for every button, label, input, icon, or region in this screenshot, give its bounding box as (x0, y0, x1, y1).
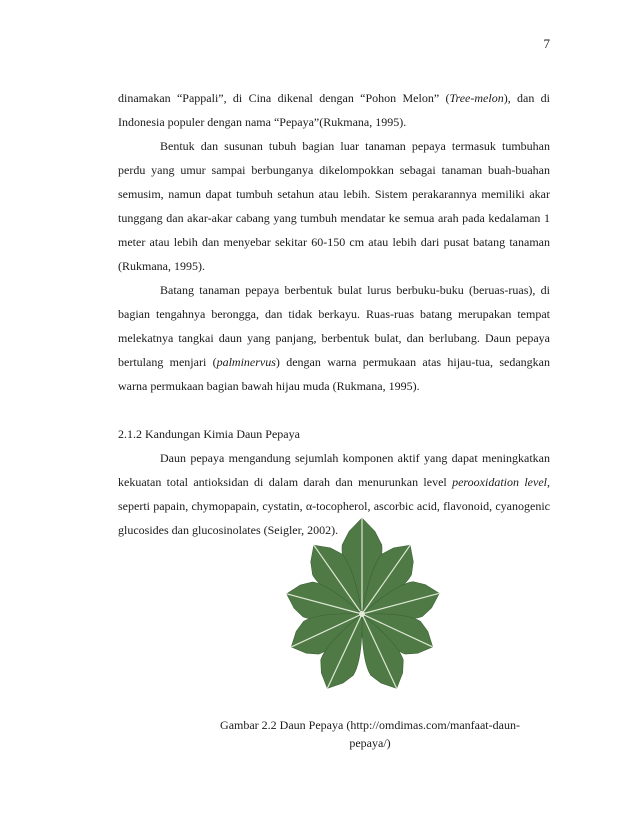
italic-term: Tree-melon (449, 91, 504, 105)
papaya-leaf-figure (262, 508, 462, 708)
figure-caption: Gambar 2.2 Daun Pepaya (http://omdimas.com/manfaat-daun-pepaya/) (220, 718, 520, 750)
text-span: ), dan di Indonesia populer dengan nama “Pepaya”(Rukmana, 1995). (118, 91, 550, 129)
text-span: ) dengan warna permukaan atas hijau-tua, sedangkan warna permukaan bagian bawah hijau muda (Rukmana, 1995). (118, 355, 550, 393)
text-span: dinamakan “Pappali”, di Cina dikenal dengan “Pohon Melon” ( (118, 91, 450, 105)
text-span: Batang tanaman pepaya berbentuk bulat lurus berbuku-buku (beruas-ruas), di bagian tengahnya berongga, dan tidak berkayu. Ruas-ruas batang merupakan tempat melekatnya tangkai daun yang panjang, berbentuk bulat, dan berlubang. Daun pepaya bertulang menjari ( (118, 283, 550, 369)
papaya-leaf-image (262, 508, 462, 708)
text-span: Daun pepaya mengandung sejumlah komponen aktif yang dapat meningkatkan kekuatan total antioksidan di dalam darah dan menurunkan level (118, 451, 550, 489)
paragraph-3 (118, 278, 550, 398)
text-span: , seperti papain, chymopapain, cystatin, α-tocopherol, ascorbic acid, flavonoid, cyanogenic glucosides dan glucosinolates (Seigler, 2002). (118, 475, 550, 537)
section-heading: 2.1.2 Kandungan Kimia Daun Pepaya (118, 427, 300, 441)
italic-term: perooxidation level (452, 475, 547, 489)
leaf-lobes (287, 518, 440, 688)
italic-term: palminervus (216, 355, 276, 369)
page-number: 7 (543, 36, 550, 51)
leaf-petiole-base (359, 611, 365, 617)
paragraph-2: Bentuk dan susunan tubuh bagian luar tanaman pepaya termasuk tumbuhan perdu yang umur sampai berbunganya dikelompokkan sebagai tanaman buah-buahan semusim, namun dapat tumbuh setahun atau lebih. Sistem perakarannya memiliki akar tunggang dan akar-akar cabang yang tumbuh mendatar ke semua arah pada kedalaman 1 meter atau lebih dan menyebar sekitar 60-150 cm atau lebih dari pusat batang tanaman (Rukmana, 1995). (118, 139, 550, 273)
paragraph-1 (118, 86, 550, 134)
body-text (118, 86, 550, 542)
